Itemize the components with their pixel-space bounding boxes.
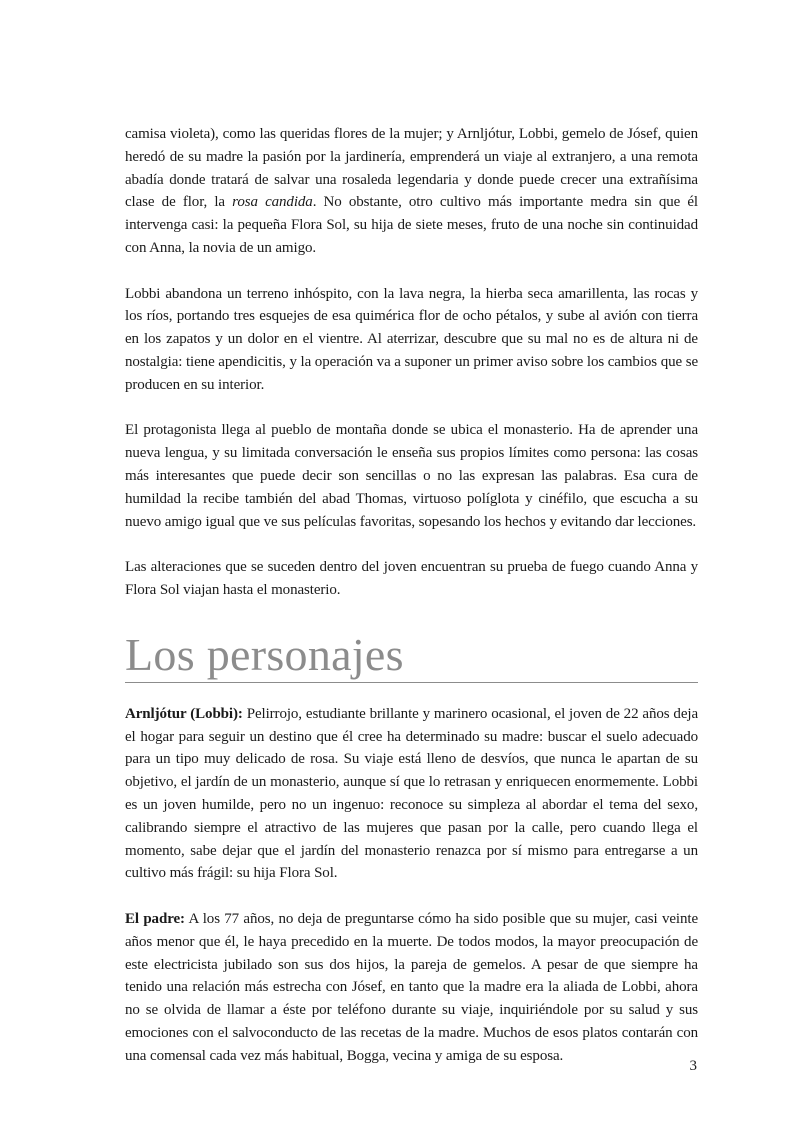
character-description-father: A los 77 años, no deja de preguntarse cómo ha sido posible que su mujer, casi veinte años menor que él, le haya precedido en la muerte. De todos modos, la mayor preocupación de este electricista jubilado son sus dos hijos, la pareja de gemelos. A pesar de que siempre ha tenido una relación más estrecha con Jósef, en tanto que la madre era la aliada de Lobbi, ahora no se olvida de llamar a éste por teléfono durante su viaje, inquiriéndole por su salud y sus emociones con el salvoconducto de las recetas de la madre. Muchos de esos platos contarán con una comensal cada vez más habitual, Bogga, vecina y amiga de su esposa.	[125, 910, 698, 1064]
page-number: 3	[689, 1058, 697, 1074]
character-entry-lobbi	[125, 703, 698, 885]
character-name-lobbi: Arnljótur (Lobbi):	[125, 705, 243, 722]
character-entry-father	[125, 908, 698, 1068]
intro-paragraph-2: Lobbi abandona un terreno inhóspito, con la lava negra, la hierba seca amarillenta, las rocas y los ríos, portando tres esquejes de esa quimérica flor de ocho pétalos, y sube al avión con tierra en los zapatos y un dolor en el vientre. Al aterrizar, descubre que su mal no es de altura ni de nostalgia: tiene apendicitis, y la operación va a suponer un primer aviso sobre los cambios que se producen en su interior.	[125, 285, 698, 393]
document-page	[125, 123, 698, 1067]
intro-paragraph-1-text-b: . No obstante, otro cultivo más importante medra sin que él intervenga casi: la pequeña Flora Sol, su hija de siete meses, fruto de una noche sin continuidad con Anna, la novia de un amigo.	[125, 194, 699, 256]
paragraph-gap	[125, 260, 698, 283]
character-description-lobbi: Pelirrojo, estudiante brillante y marinero ocasional, el joven de 22 años deja el hogar para seguir un destino que él cree ha determinado su madre: buscar el suelo adecuado para un tipo muy delicado de rosa. Su viaje está lleno de desvíos, que nunca le apartan de su objetivo, el jardín de un monasterio, aunque sí que lo retrasan y enriquecen enormemente. Lobbi es un joven humilde, pero no un ingenuo: reconoce su simpleza al abordar el tema del sexo, calibrando siempre el atractivo de las mujeres que pasan por la calle, pero cuando llega el momento, sabe dejar que el jardín del monasterio renazca por sí mismo para entregarse a un cultivo más frágil: su hija Flora Sol.	[125, 705, 699, 882]
character-name-father: El padre:	[125, 910, 185, 927]
emphasis-rosa-candida: rosa candida	[232, 194, 313, 211]
section-title: Los personajes	[125, 628, 404, 680]
intro-paragraph-4: Las alteraciones que se suceden dentro del joven encuentran su prueba de fuego cuando Anna y Flora Sol viajan hasta el monasterio.	[125, 559, 698, 598]
intro-paragraph-1	[125, 123, 698, 260]
section-divider	[125, 682, 698, 683]
paragraph-gap	[125, 397, 698, 420]
paragraph-gap	[125, 885, 698, 908]
paragraph-gap	[125, 533, 698, 556]
intro-paragraph-3: El protagonista llega al pueblo de montaña donde se ubica el monasterio. Ha de aprender una nueva lengua, y su limitada conversación le enseña sus propios límites como persona: las cosas más interesantes que puede decir son sencillas o no las expresan las palabras. Esa cura de humildad la recibe también del abad Thomas, virtuoso políglota y cinéfilo, que escucha a su nuevo amigo igual que ve sus películas favoritas, sopesando los hechos y evitando dar lecciones.	[125, 422, 698, 530]
intro-paragraph-1-text-a: camisa violeta), como las queridas flores de la mujer; y Arnljótur, Lobbi, gemelo de Jósef, quien heredó de su madre la pasión por la jardinería, emprenderá un viaje al extranjero, a una remota abadía donde tratará de salvar una rosaleda legendaria y donde puede crecer una extrañísima clase de flor, la	[125, 126, 698, 211]
